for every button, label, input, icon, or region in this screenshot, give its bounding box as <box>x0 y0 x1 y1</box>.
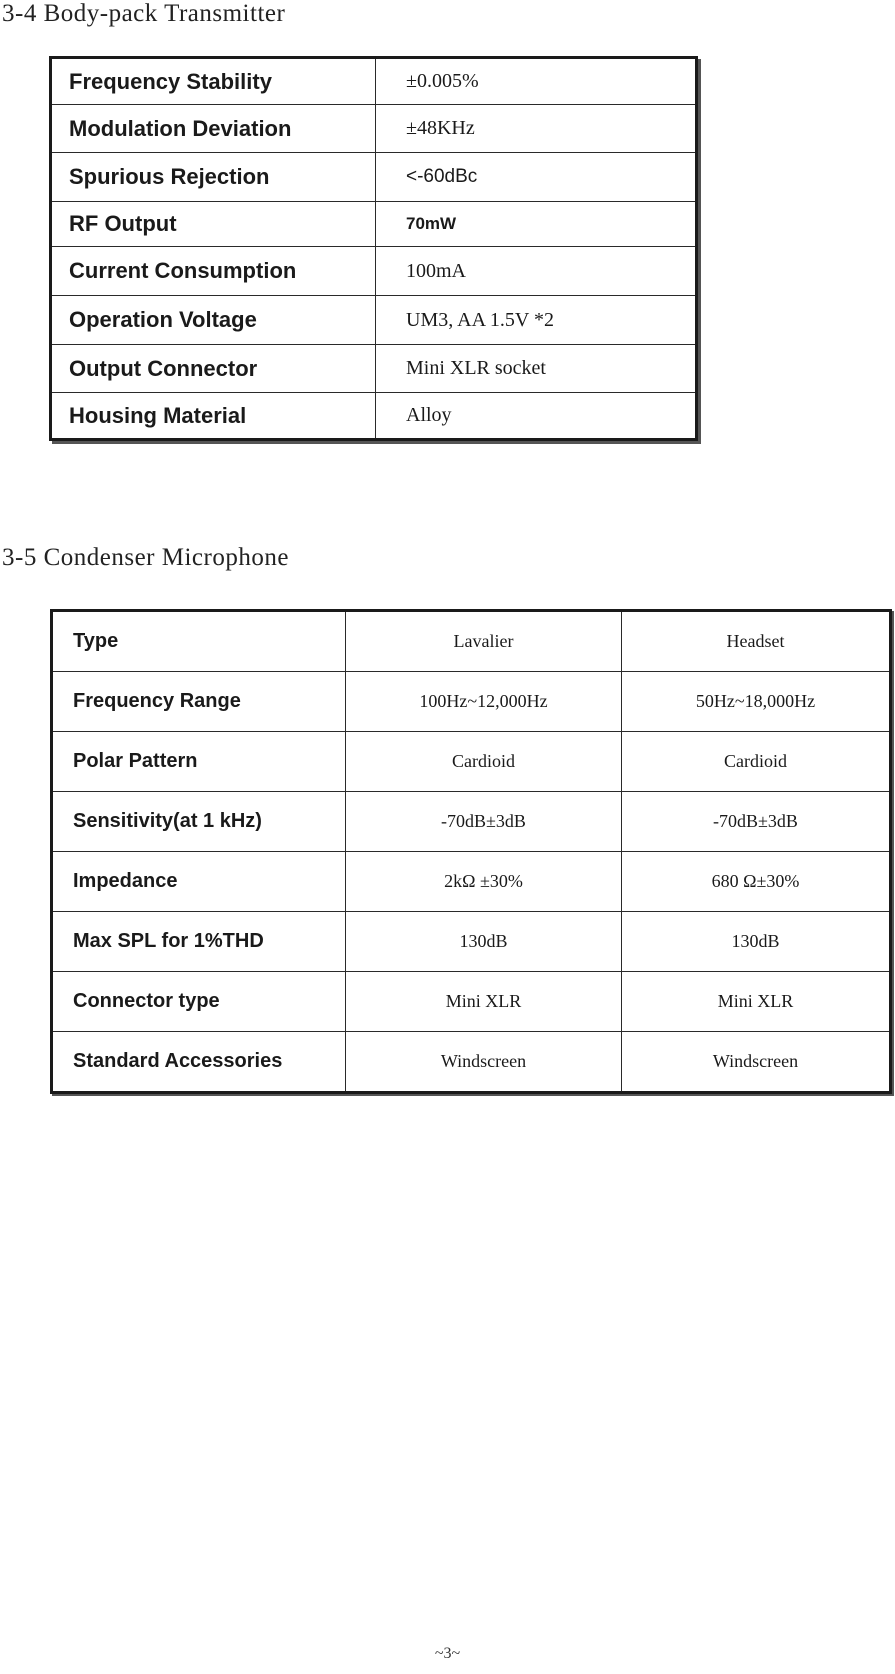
lavalier-value: Mini XLR <box>346 972 622 1032</box>
spec-label: Impedance <box>52 852 346 912</box>
spec-label: Standard Accessories <box>52 1032 346 1093</box>
table-row <box>51 105 697 153</box>
table-row <box>52 732 891 792</box>
headset-value: Windscreen <box>622 1032 891 1093</box>
spec-label: Operation Voltage <box>51 296 376 345</box>
headset-value: Cardioid <box>622 732 891 792</box>
headset-value: Headset <box>622 611 891 672</box>
spec-label: Connector type <box>52 972 346 1032</box>
microphone-spec-table <box>50 609 892 1094</box>
spec-label: Frequency Range <box>52 672 346 732</box>
table-row <box>52 611 891 672</box>
table-row <box>51 393 697 440</box>
spec-label: Polar Pattern <box>52 732 346 792</box>
spec-label: Housing Material <box>51 393 376 440</box>
table-row <box>51 296 697 345</box>
spec-value: Alloy <box>376 393 697 440</box>
table-row <box>51 247 697 296</box>
spec-label: Type <box>52 611 346 672</box>
spec-label: Sensitivity(at 1 kHz) <box>52 792 346 852</box>
spec-label: RF Output <box>51 202 376 247</box>
table-row <box>52 912 891 972</box>
transmitter-spec-table <box>49 56 698 441</box>
section-heading-transmitter: 3-4 Body-pack Transmitter <box>2 0 286 27</box>
headset-value: 130dB <box>622 912 891 972</box>
table-row <box>51 58 697 105</box>
lavalier-value: Cardioid <box>346 732 622 792</box>
spec-value: ±48KHz <box>376 105 697 153</box>
table-row <box>52 972 891 1032</box>
page-number: ~3~ <box>434 1645 461 1662</box>
spec-value: UM3, AA 1.5V *2 <box>376 296 697 345</box>
spec-value: ±0.005% <box>376 58 697 105</box>
spec-label: Max SPL for 1%THD <box>52 912 346 972</box>
lavalier-value: -70dB±3dB <box>346 792 622 852</box>
table-row <box>52 852 891 912</box>
spec-label: Frequency Stability <box>51 58 376 105</box>
table-row <box>51 345 697 393</box>
spec-value: 70mW <box>376 202 697 247</box>
spec-value: <-60dBc <box>376 153 697 202</box>
headset-value: 680 Ω±30% <box>622 852 891 912</box>
headset-value: Mini XLR <box>622 972 891 1032</box>
headset-value: 50Hz~18,000Hz <box>622 672 891 732</box>
lavalier-value: Lavalier <box>346 611 622 672</box>
lavalier-value: 130dB <box>346 912 622 972</box>
spec-value: Mini XLR socket <box>376 345 697 393</box>
spec-label: Modulation Deviation <box>51 105 376 153</box>
table-row <box>52 1032 891 1093</box>
lavalier-value: Windscreen <box>346 1032 622 1093</box>
table-row <box>51 202 697 247</box>
spec-label: Spurious Rejection <box>51 153 376 202</box>
lavalier-value: 2kΩ ±30% <box>346 852 622 912</box>
table-row <box>52 672 891 732</box>
lavalier-value: 100Hz~12,000Hz <box>346 672 622 732</box>
headset-value: -70dB±3dB <box>622 792 891 852</box>
section-heading-microphone: 3-5 Condenser Microphone <box>2 544 289 571</box>
spec-label: Output Connector <box>51 345 376 393</box>
spec-label: Current Consumption <box>51 247 376 296</box>
table-row <box>52 792 891 852</box>
table-row <box>51 153 697 202</box>
spec-value: 100mA <box>376 247 697 296</box>
